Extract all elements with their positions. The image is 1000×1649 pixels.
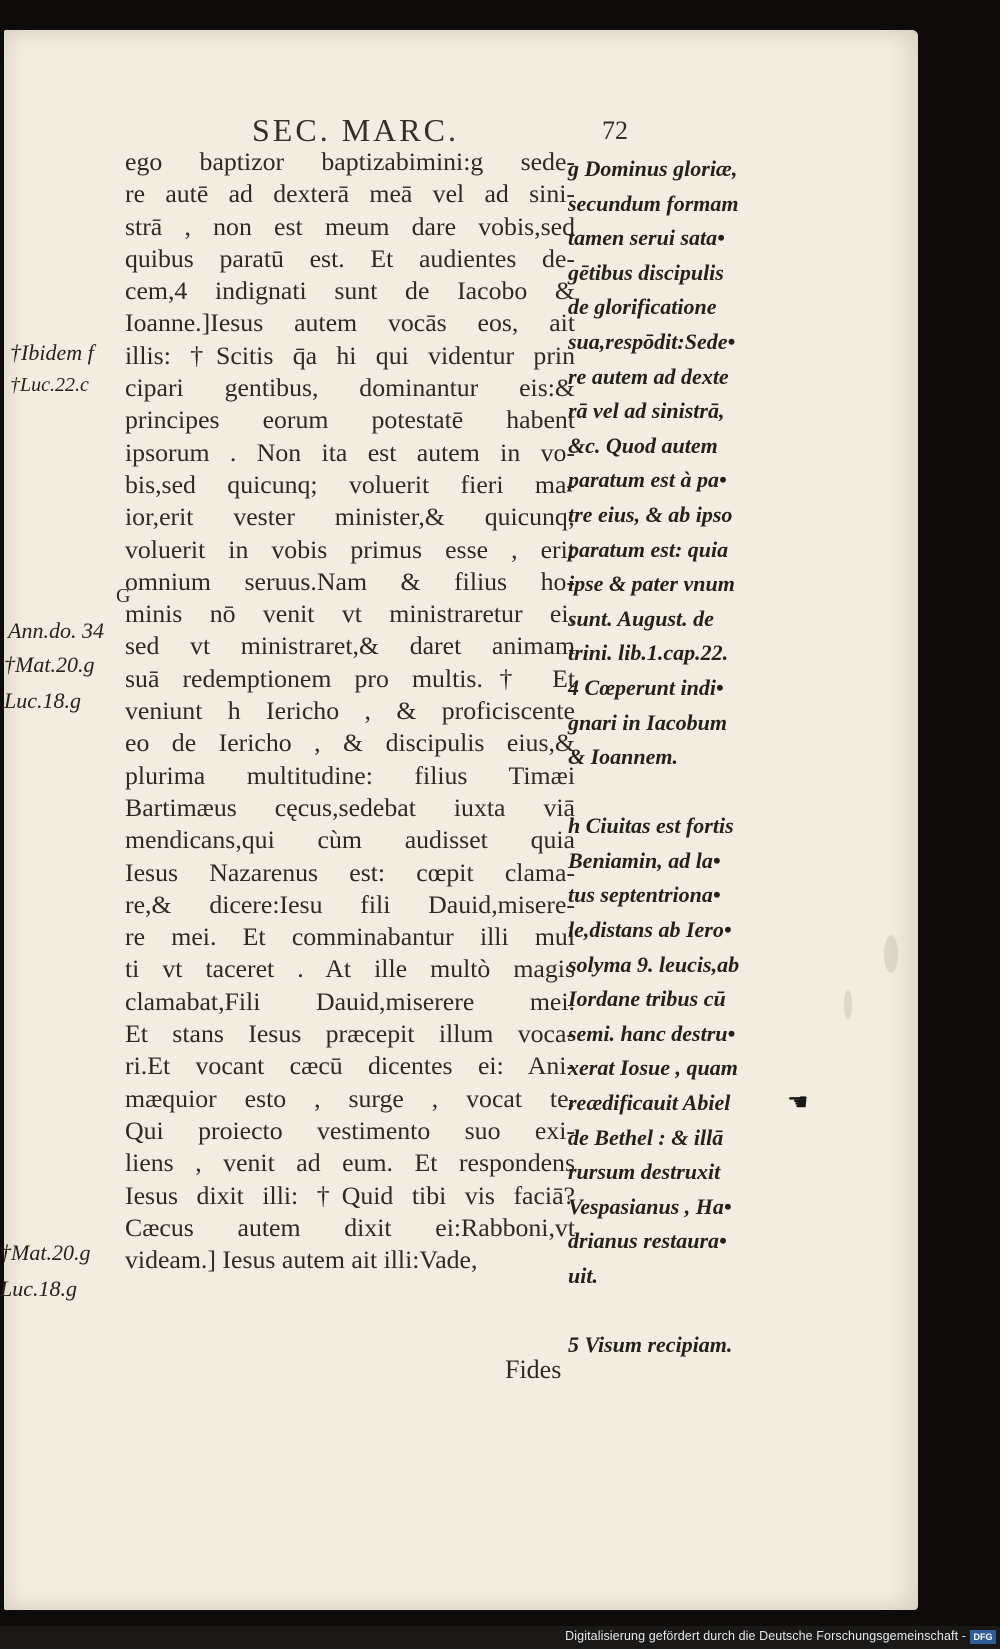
paper-stain (884, 935, 898, 973)
side-note-line (568, 775, 800, 810)
main-text-column (125, 146, 575, 1276)
text-line: omnium seruus.Nam & filius ho- (125, 566, 575, 596)
text-line: videam.] Iesus autem ait illi:Vade, (125, 1245, 478, 1275)
text-line: cipari gentibus, dominantur eis:& (125, 373, 575, 403)
side-note-line: xerat Iosue , quam (568, 1055, 738, 1081)
text-line: re autē ad dexterā meā vel ad sini- (125, 179, 575, 209)
text-line: veniunt h Iericho , & proficiscente (125, 696, 575, 726)
footer-bar (0, 1626, 1000, 1649)
marginal-letter: G (116, 585, 131, 607)
side-note-line: h Ciuitas est fortis (568, 813, 734, 839)
text-line: suā redemptionem pro multis.† Et (125, 663, 575, 693)
folio-number: 72 (602, 116, 628, 145)
side-note-line: de glorificatione (568, 294, 717, 320)
text-line: re mei. Et comminabantur illi mul (125, 922, 575, 952)
side-note-line: de Bethel : & illā (568, 1124, 724, 1150)
side-note-line: paratum est à pa• (568, 467, 727, 493)
margin-reference: †Mat.20.g (4, 652, 95, 677)
text-line: Ioanne.]Iesus autem vocās eos, ait (125, 308, 575, 338)
side-note-line: 5 Visum recipiam. (568, 1332, 733, 1358)
text-line: ipsorum . Non ita est autem in vo- (125, 437, 575, 467)
side-note-line: rā vel ad sinistrā, (568, 398, 725, 424)
text-line: Et stans Iesus præcepit illum voca- (125, 1019, 575, 1049)
side-note-line: g Dominus gloriæ, (568, 156, 738, 181)
text-line: principes eorum potestatē habent (125, 405, 575, 435)
margin-reference: †Mat.20.g (0, 1240, 91, 1265)
text-line: plurima multitudine: filius Timæi (125, 760, 575, 790)
text-line: ri.Et vocant cæcū dicentes ei: Ani- (125, 1051, 575, 1081)
side-note-line: drianus restaura• (568, 1228, 727, 1254)
text-line: re,& dicere:Iesu fili Dauid,misere- (125, 889, 575, 919)
side-note-line: secundum formam (568, 190, 739, 216)
side-note-line: Iordane tribus cū (568, 986, 726, 1012)
side-note-line: tre eius, & ab ipso (568, 501, 733, 527)
side-note-line: paratum est: quia (568, 536, 729, 562)
side-note-line: sua,respōdit:Sede• (568, 328, 736, 354)
text-line: Qui proiecto vestimento suo exi- (125, 1115, 575, 1145)
side-note-line: rursum destruxit (568, 1159, 721, 1185)
side-note-line: Vespasianus , Ha• (568, 1193, 732, 1219)
margin-reference: †Ibidem f (10, 340, 94, 365)
text-line: ior,erit vester minister,& quicunq; (125, 502, 575, 532)
side-note-line: uit. (568, 1263, 598, 1288)
side-note-line: solyma 9. leucis,ab (568, 951, 740, 977)
side-note-line: reædificauit Abiel (568, 1090, 731, 1116)
text-line: Bartimæus cęcus,sedebat iuxta viā (125, 792, 575, 822)
side-note-line: gnari in Iacobum (568, 709, 727, 735)
dfg-logo: DFG (970, 1630, 996, 1644)
side-note-line: 4 Cœperunt indi• (568, 674, 724, 700)
margin-reference: †Luc.22.c (10, 374, 89, 396)
text-line: bis,sed quicunq; voluerit fieri ma- (125, 469, 575, 499)
side-note-line: le,distans ab Iero• (568, 917, 732, 943)
paper-stain (844, 990, 852, 1020)
side-note-line (568, 1294, 800, 1329)
text-line: eo de Iericho , & discipulis eius,& (125, 728, 575, 758)
margin-reference: Ann.do. 34 (8, 618, 104, 643)
text-line: clamabat,Fili Dauid,miserere mei. (125, 986, 575, 1016)
pointing-hand-icon: ☚ (787, 1090, 809, 1116)
text-line: minis nō venit vt ministraretur ei, (125, 599, 575, 629)
side-note-line: re autem ad dexte (568, 363, 729, 389)
text-line: sed vt ministraret,& daret animam (125, 631, 575, 661)
side-note-line: &c. Quod autem (568, 432, 718, 458)
margin-reference: Luc.18.g (4, 688, 81, 713)
side-note-line: semi. hanc destru• (568, 1020, 736, 1046)
side-note-line: tamen serui sata• (568, 225, 725, 251)
side-note-line: trini. lib.1.cap.22. (568, 640, 729, 666)
side-note-line: tus septentriona• (568, 882, 721, 908)
text-line: illis: †Scitis q̄a hi qui videntur prin (125, 340, 575, 370)
text-line: voluerit in vobis primus esse , erit (125, 534, 575, 564)
side-note-line: & Ioannem. (568, 744, 679, 770)
text-line: mæquior esto , surge , vocat te. (125, 1083, 575, 1113)
text-line: Cæcus autem dixit ei:Rabboni,vt (125, 1212, 575, 1242)
text-line: mendicans,qui cùm audisset quia (125, 825, 575, 855)
catchword: Fides (505, 1355, 562, 1384)
text-line: Iesus Nazarenus est: cœpit clama- (125, 857, 575, 887)
side-note-line: sunt. August. de (568, 605, 714, 631)
text-line: ego baptizor baptizabimini:g sede- (125, 147, 575, 176)
funding-notice: Digitalisierung gefördert durch die Deutsche Forschungsgemeinschaft - (565, 1629, 966, 1643)
margin-reference: Luc.18.g (0, 1276, 77, 1301)
text-line: cem,4 indignati sunt de Iacobo & (125, 276, 575, 306)
text-line: Iesus dixit illi: †Quid tibi vis faciā? (125, 1180, 575, 1210)
side-notes-column (568, 152, 800, 1363)
side-note-line: Beniamin, ad la• (568, 847, 721, 873)
side-note-line: gētibus discipulis (568, 259, 724, 285)
side-note-line: ipse & pater vnum (568, 571, 735, 597)
running-title: SEC. MARC. (252, 112, 459, 148)
text-line: liens , venit ad eum. Et respondens (125, 1148, 575, 1178)
text-line: quibus paratū est. Et audientes de- (125, 243, 575, 273)
text-line: ti vt taceret . At ille multò magis (125, 954, 575, 984)
text-line: strā , non est meum dare vobis,sed (125, 211, 575, 241)
